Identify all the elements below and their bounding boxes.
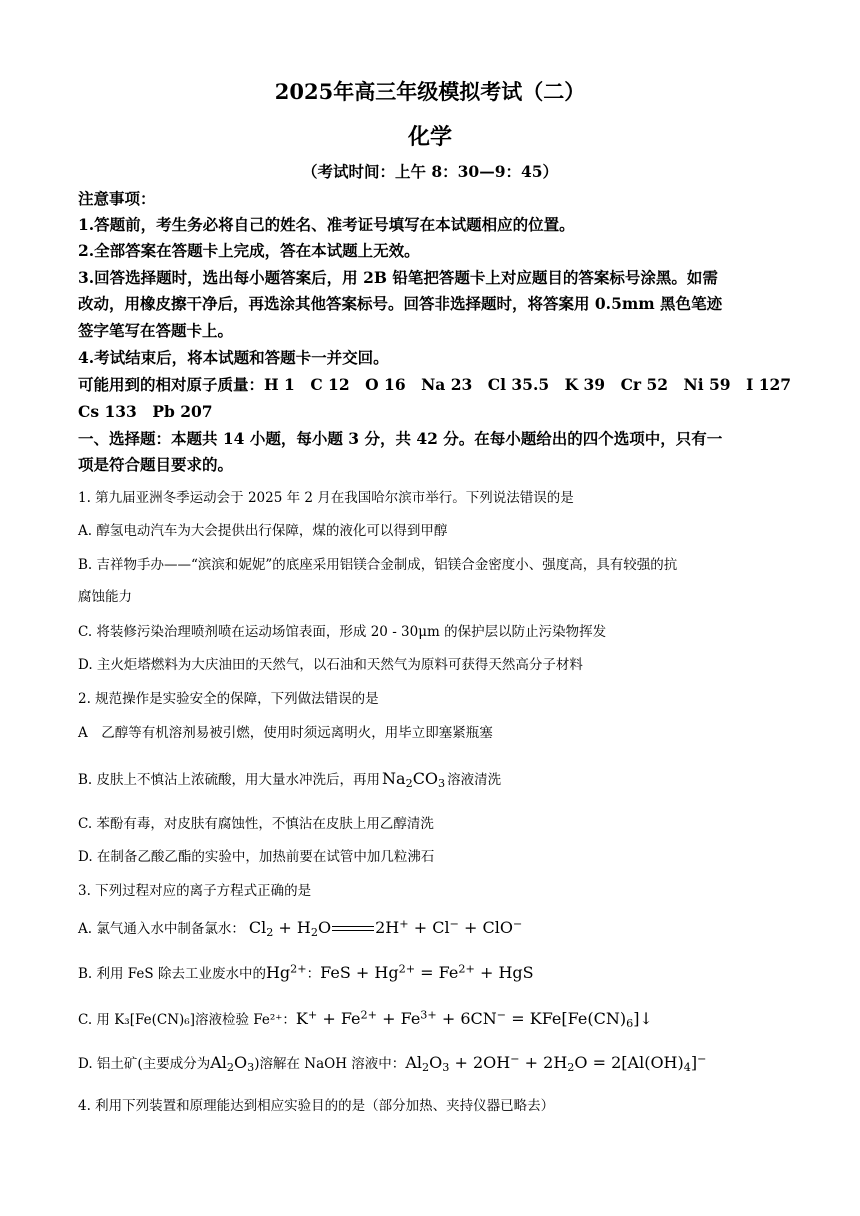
- q3-option-b-ion: $Hg^{2+}$: [265, 962, 307, 982]
- q3-option-d-text-2: )溶解在 NaOH 溶液中：: [254, 1056, 406, 1072]
- q1-option-b-line-2: 腐蚀能力: [78, 589, 132, 605]
- q2-option-d: D. 在制备乙酸乙酯的实验中，加热前要在试管中加几粒沸石: [78, 849, 435, 865]
- section-1-heading-line-2: 项是符合题目要求的。: [78, 455, 234, 474]
- q3-option-a-equation: $Cl_2 + H_2O$ 2H+ + Cl− + ClO−: [248, 917, 523, 939]
- notice-item-1: 1.答题前，考生务必将自己的姓名、准考证号填写在本试题相应的位置。: [78, 215, 575, 234]
- q3-option-d-formula: $Al_2O_3$: [210, 1053, 255, 1074]
- notice-item-4: 4.考试结束后，将本试题和答题卡一并交回。: [78, 348, 389, 367]
- q2-option-b: [78, 768, 501, 788]
- exam-time: （考试时间：上午 8：30—9：45）: [301, 162, 559, 181]
- q2-option-a: A 乙醇等有机溶剂易被引燃，使用时须远离明火，用毕立即塞紧瓶塞: [78, 725, 493, 741]
- q2-option-b-formula: $Na_2CO_3$: [382, 769, 446, 790]
- q2-option-b-tail: 溶液清洗: [447, 772, 502, 788]
- q1-stem: 1. 第九届亚洲冬季运动会于 2025 年 2 月在我国哈尔滨市举行。下列说法错误的是: [78, 490, 574, 506]
- q1-option-b-line-1: B. 吉祥物手办——“滨滨和妮妮”的底座采用铝镁合金制成，铝镁合金密度小、强度高，具有较强的抗: [78, 557, 678, 573]
- exam-title: 2025年高三年级模拟考试（二）: [274, 79, 586, 104]
- subject-title: 化学: [407, 124, 452, 150]
- q3-option-b-colon: ：: [306, 966, 321, 982]
- q1-option-d: D. 主火炬塔燃料为大庆油田的天然气，以石油和天然气为原料可获得天然高分子材料: [78, 657, 583, 673]
- q3-option-c-text: C. 用 K₃[Fe(CN)₆]溶液检验 Fe²⁺：: [78, 1012, 296, 1028]
- notice-item-3-line-1: 3.回答选择题时，选出每小题答案后，用 2B 铅笔把答题卡上对应题目的答案标号涂黑。如需: [78, 268, 718, 287]
- q3-option-b-equation: FeS + $Hg^{2+} = Fe^{2+}$ + HgS: [320, 962, 534, 982]
- notice-item-3-line-3: 签字笔写在答题卡上。: [78, 321, 234, 340]
- q3-option-a-text: A. 氯气通入水中制备氯水：: [78, 921, 245, 937]
- atomic-mass-line-2: Cs 133 Pb 207: [78, 402, 213, 421]
- atomic-mass-line-1: 可能用到的相对原子质量：H 1 C 12 O 16 Na 23 Cl 35.5 K 39 Cr 52 Ni 59 I 127: [78, 375, 792, 394]
- q4-stem: 4. 利用下列装置和原理能达到相应实验目的的是（部分加热、夹持仪器已略去）: [78, 1098, 555, 1114]
- q3-option-d-text: D. 铝土矿(主要成分为: [78, 1056, 211, 1072]
- q2-option-b-text: B. 皮肤上不慎沾上浓硫酸，用大量水冲洗后，再用: [78, 772, 381, 788]
- q1-option-c: C. 将装修污染治理喷剂喷在运动场馆表面，形成 20 - 30μm 的保护层以防止污染物挥发: [78, 624, 607, 640]
- q3-option-c: [78, 1008, 653, 1028]
- q3-option-a: [78, 917, 522, 937]
- q1-option-a: A. 醇氢电动汽车为大会提供出行保障，煤的液化可以得到甲醇: [78, 523, 448, 539]
- q2-option-c: C. 苯酚有毒，对皮肤有腐蚀性，不慎沾在皮肤上用乙醇清洗: [78, 816, 434, 832]
- notice-item-2: 2.全部答案在答题卡上完成，答在本试题上无效。: [78, 241, 420, 260]
- q3-option-b: [78, 962, 534, 982]
- q2-stem: 2. 规范操作是实验安全的保障，下列做法错误的是: [78, 691, 379, 707]
- q3-stem: 3. 下列过程对应的离子方程式正确的是: [78, 883, 312, 899]
- q3-option-c-equation: $K^+ + Fe^{2+} + Fe^{3+} + 6CN^-$ = $KFe[Fe(CN)_6]↓$: [295, 1008, 653, 1030]
- q3-option-d-equation: $Al_2O_3 + 2OH^- + 2H_2O = 2[Al(OH)_4]^-$: [405, 1052, 707, 1074]
- section-1-heading-line-1: 一、选择题：本题共 14 小题，每小题 3 分，共 42 分。在每小题给出的四个选项中，只有一: [78, 429, 723, 448]
- q3-option-b-text: B. 利用 FeS 除去工业废水中的: [78, 966, 266, 982]
- notice-heading: 注意事项：: [78, 189, 156, 208]
- q3-option-d: [78, 1052, 707, 1072]
- notice-item-3-line-2: 改动，用橡皮擦干净后，再选涂其他答案标号。回答非选择题时，将答案用 0.5mm 黑色笔迹: [78, 294, 723, 313]
- equilibrium-arrow-icon: [332, 924, 374, 934]
